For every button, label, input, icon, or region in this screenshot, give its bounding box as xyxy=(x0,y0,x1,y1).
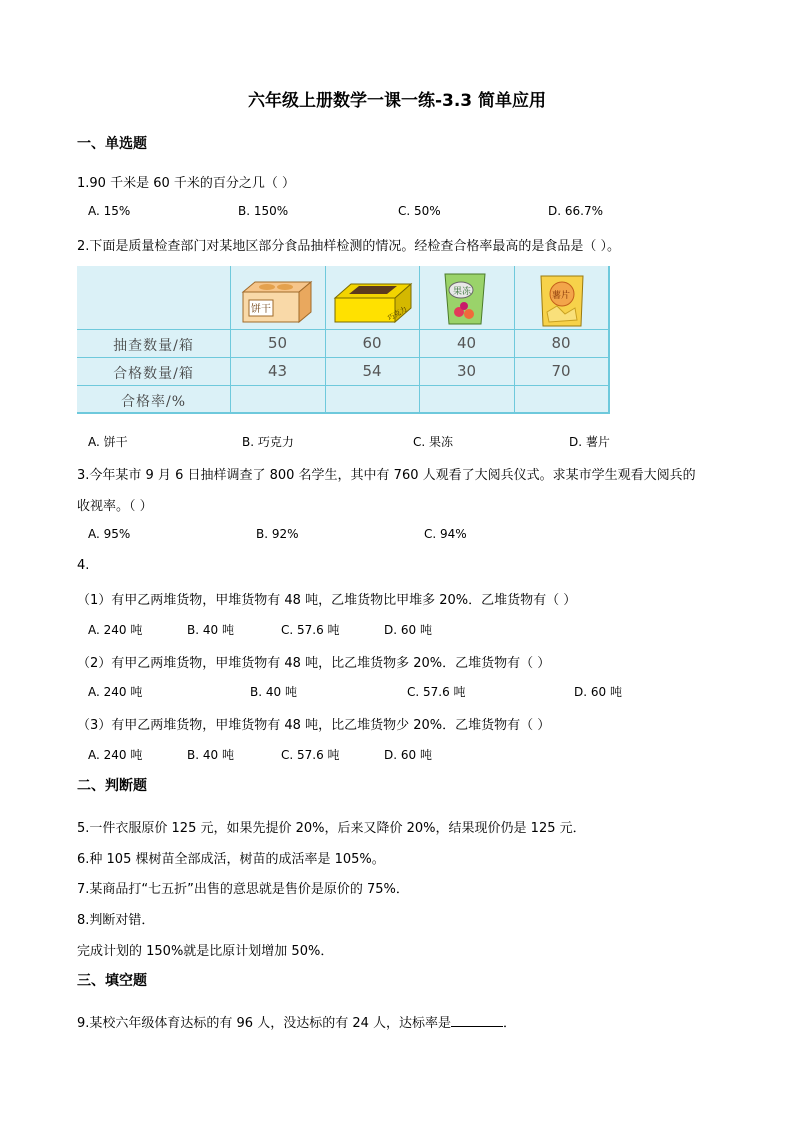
question-4-part-1: （1）有甲乙两堆货物，甲堆货物有 48 吨，乙堆货物比甲堆多 20%．乙堆货物有（ ） xyxy=(77,593,577,608)
question-8-statement: 完成计划的 150%就是比原计划增加 50%． xyxy=(77,944,334,959)
q2-option-a: A. 饼干 xyxy=(88,435,128,449)
row-label-sampled: 抽查数量/箱 xyxy=(113,338,194,354)
q4-3-option-b: B. 40 吨 xyxy=(187,748,234,762)
svg-text:果冻: 果冻 xyxy=(453,287,472,297)
q4-2-option-a: A. 240 吨 xyxy=(88,685,143,699)
q4-3-option-c: C. 57.6 吨 xyxy=(281,748,340,762)
question-9 xyxy=(77,1012,516,1031)
question-4-number: 4. xyxy=(77,558,90,573)
question-3-line-2: 收视率。（ ） xyxy=(77,499,153,514)
q3-option-c: C. 94% xyxy=(424,527,467,541)
q3-option-b: B. 92% xyxy=(256,527,299,541)
q4-2-option-b: B. 40 吨 xyxy=(250,685,297,699)
biscuit-box-icon xyxy=(237,278,317,330)
question-4-part-2: （2）有甲乙两堆货物，甲堆货物有 48 吨，比乙堆货物多 20%．乙堆货物有（ ） xyxy=(77,656,551,671)
svg-text:薯片: 薯片 xyxy=(552,291,571,301)
chocolate-box-icon xyxy=(331,276,415,330)
q4-2-option-c: C. 57.6 吨 xyxy=(407,685,466,699)
jelly-bag-icon xyxy=(433,270,497,332)
q2-option-b: B. 巧克力 xyxy=(242,435,294,449)
q3-option-a: A. 95% xyxy=(88,527,131,541)
q4-3-option-a: A. 240 吨 xyxy=(88,748,143,762)
question-2: 2.下面是质量检查部门对某地区部分食品抽样检测的情况。经检查合格率最高的是食品是（ ）。 xyxy=(77,239,621,254)
biscuit-label: 饼干 xyxy=(251,304,271,315)
q4-1-option-d: D. 60 吨 xyxy=(384,623,432,637)
q2-option-d: D. 薯片 xyxy=(569,435,610,449)
question-8: 8.判断对错． xyxy=(77,913,155,928)
svg-text:巧克力: 巧克力 xyxy=(386,305,409,323)
page-title: 六年级上册数学一课一练-3.3 简单应用 xyxy=(247,91,547,111)
q4-1-option-b: B. 40 吨 xyxy=(187,623,234,637)
question-1: 1.90 千米是 60 千米的百分之几（ ） xyxy=(77,176,296,191)
section-heading-fill-blank: 三、填空题 xyxy=(77,973,147,989)
question-9-end: ． xyxy=(503,1016,517,1031)
q4-3-option-d: D. 60 吨 xyxy=(384,748,432,762)
q1-option-d: D. 66.7% xyxy=(548,204,603,218)
question-3-line-1: 3.今年某市 9 月 6 日抽样调查了 800 名学生，其中有 760 人观看了大阅兵仪式。求某市学生观看大阅兵的 xyxy=(77,468,696,483)
q1-option-c: C. 50% xyxy=(398,204,441,218)
q4-2-option-d: D. 60 吨 xyxy=(574,685,622,699)
q2-option-c: C. 果冻 xyxy=(413,435,454,449)
question-9-text: 9.某校六年级体育达标的有 96 人，没达标的有 24 人，达标率是 xyxy=(77,1016,452,1031)
food-inspection-table xyxy=(77,266,610,414)
section-heading-single-choice: 一、单选题 xyxy=(77,136,147,152)
table-cell: 50 xyxy=(267,334,288,352)
table-cell: 30 xyxy=(456,362,477,380)
question-7: 7.某商品打“七五折”出售的意思就是售价是原价的 75%． xyxy=(77,882,409,897)
chips-bag-icon xyxy=(531,272,593,332)
table-cell: 70 xyxy=(551,362,571,380)
q1-option-a: A. 15% xyxy=(88,204,131,218)
table-cell: 40 xyxy=(456,334,477,352)
q1-option-b: B. 150% xyxy=(238,204,289,218)
table-cell: 54 xyxy=(362,362,382,380)
question-5: 5.一件衣服原价 125 元，如果先提价 20%，后来又降价 20%，结果现价仍是 125 元． xyxy=(77,821,586,836)
row-label-pass-rate: 合格率/% xyxy=(120,394,187,410)
row-label-qualified: 合格数量/箱 xyxy=(113,366,194,382)
answer-blank[interactable] xyxy=(451,1014,503,1027)
table-cell: 80 xyxy=(551,334,571,352)
table-cell: 43 xyxy=(267,362,288,380)
question-4-part-3: （3）有甲乙两堆货物，甲堆货物有 48 吨，比乙堆货物少 20%．乙堆货物有（ ） xyxy=(77,718,551,733)
q4-1-option-a: A. 240 吨 xyxy=(88,623,143,637)
question-6: 6.种 105 棵树苗全部成活，树苗的成活率是 105%。 xyxy=(77,852,385,867)
table-cell: 60 xyxy=(362,334,382,352)
q4-1-option-c: C. 57.6 吨 xyxy=(281,623,340,637)
section-heading-true-false: 二、判断题 xyxy=(77,778,147,794)
